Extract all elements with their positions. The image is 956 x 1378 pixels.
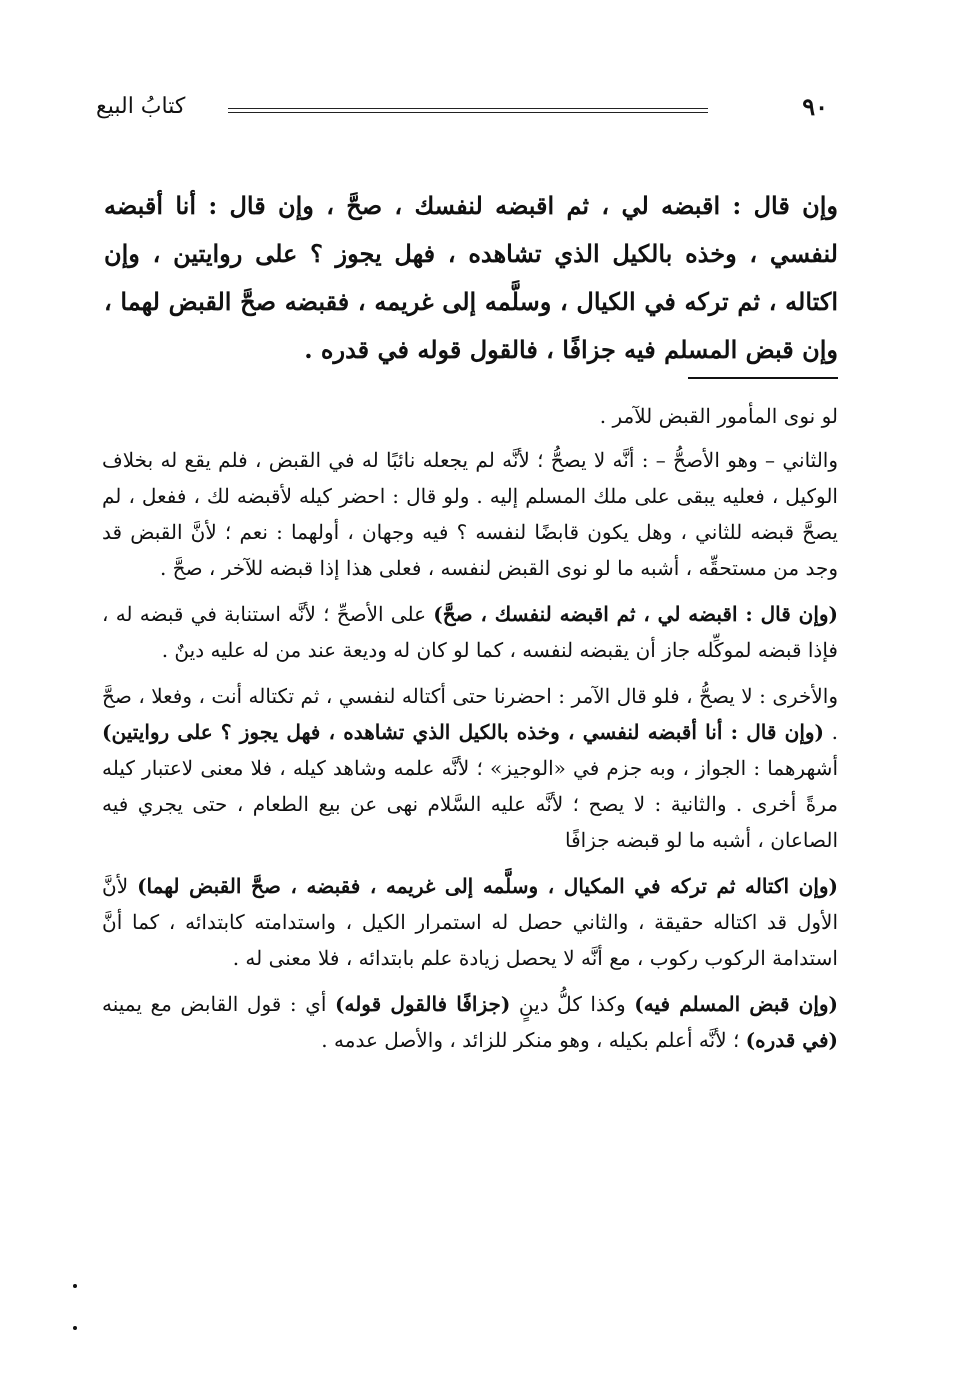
commentary-paragraph-2: والثاني – وهو الأصحُّ – : أنَّه لا يصحُّ ؛ لأنَّه لم يجعله نائبًا له في القبض ، فلم يقع له بخلاف الوكيل ، فعليه يبقى على ملك المسلم إليه . ولو قال : احضر كيله لأقبضه لك ، ففعل ، لم يصحَّ قبضه للثاني ، وهل يكون قابضًا لنفسه ؟ فيه وجهان ، أولهما : نعم ؛ لأنَّ القبض قد وجد من مستحقِّه ، أشبه ما لو نوى القبض لنفسه ، فعلى هذا إذا قبضه للآخر ، صحَّ . (102, 448, 839, 580)
commentary-text: أي : قول القابض مع يمينه (102, 992, 336, 1016)
commentary-text: ؛ لأنَّه أعلم بكيله ، وهو منكر للزائد ، والأصل عدمه . (321, 1028, 746, 1052)
commentary-paragraph-3 (102, 596, 838, 668)
quoted-text: (وإن قال : اقبضه لي ، ثم اقبضه لنفسك ، صحَّ) (433, 602, 839, 626)
commentary-text: أشهرهما : الجواز ، وبه جزم في «الوجيز» ؛ لأنَّه علمه وشاهد كيله ، فلا معنى لاعتبار كيله مرةً أخرى . والثانية : لا يصح ؛ لأنَّه عليه السَّلام نهى عن بيع الطعام ، حتى يجري فيه الصاعان ، أشبه ما لو قبضه جزافًا (102, 756, 838, 852)
main-text: وإن قال : اقبضه لي ، ثم اقبضه لنفسك ، صحَّ ، وإن قال : أنا أقبضه لنفسي ، وخذه بالكيل الذي تشاهده ، فهل يجوز ؟ على روايتين ، وإن اكتاله ، ثم تركه في الكيال ، وسلَّمه إلى غريمه ، فقبضه صحَّ القبض لهما ، وإن قبض المسلم فيه جزافًا ، فالقول قوله في قدره . (104, 191, 838, 364)
quoted-text: (جزافًا فالقول قوله) (335, 992, 511, 1016)
commentary-text: والأخرى : لا يصحُّ ، فلو قال الآمر : احضرنا حتى أكتاله لنفسي ، ثم تكتاله أنت ، وفعلا ، صحَّ . (102, 684, 839, 744)
quoted-text: (وإن قبض المسلم فيه) (634, 992, 838, 1016)
book-title: كتابُ البيع (96, 94, 186, 119)
commentary (102, 398, 838, 1068)
commentary-text: لأنَّ الأول قد اكتاله حقيقة ، والثاني حصل له استمرار الكيل ، واستدامته كابتدائه ، كما أنَّ استدامة الركوب ركوب ، مع أنَّه لا يحصل زيادة علم بابتدائه ، فلا معنى له . (102, 874, 838, 970)
quoted-text: (وإن قال : أنا أقبضه لنفسي ، وخذه بالكيل الذي تشاهده ، فهل يجوز ؟ على روايتين) (102, 720, 825, 744)
page-number: ٩٠ (802, 92, 828, 121)
commentary-paragraph-6 (102, 986, 838, 1058)
commentary-paragraph-5 (102, 868, 838, 976)
commentary-text: على الأصحِّ ؛ لأنَّه استنابة في قبضه له ، فإذا قبضه لموكِّله جاز أن يقبضه لنفسه ، كما لو كان له وديعة عند من له عليه دينٌ . (102, 602, 838, 662)
footnote-divider (688, 377, 838, 379)
page-header (96, 88, 836, 128)
margin-mark (73, 1284, 77, 1288)
margin-mark (73, 1326, 77, 1330)
commentary-paragraph-4 (102, 678, 838, 858)
commentary-text: وكذا كلُّ دينٍ (510, 992, 635, 1016)
quoted-text: (وإن اكتاله ثم تركه في المكيال ، وسلَّمه إلى غريمه ، فقبضه ، صحَّ القبض لهما) (137, 874, 839, 898)
quoted-text: (في قدره) (745, 1028, 838, 1052)
commentary-paragraph-1: لو نوى المأمور القبض للآمر . (599, 404, 838, 428)
header-rule (228, 108, 708, 113)
